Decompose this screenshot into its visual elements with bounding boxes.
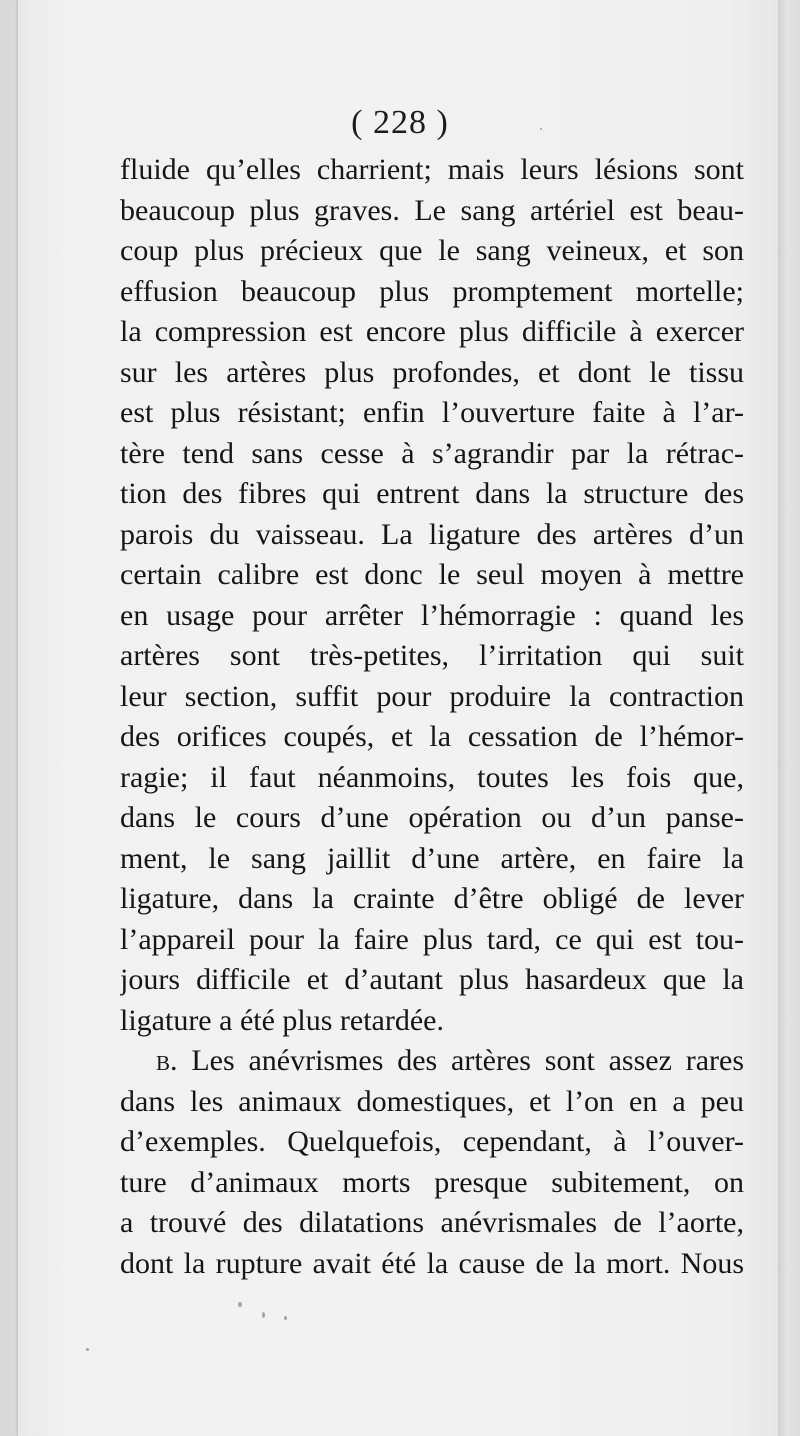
- text-line: coup plus précieux que le sang veineux, et son: [120, 234, 744, 267]
- text-line: tion des fibres qui entrent dans la structure des: [120, 477, 744, 510]
- text-line: tère tend sans cesse à s’agrandir par la rétrac-: [120, 436, 744, 470]
- paragraph-first-line: [120, 1041, 744, 1082]
- text-line: effusion beaucoup plus promptement mortelle;: [120, 274, 744, 308]
- facing-page-edge: [778, 0, 800, 1436]
- paragraph-end-line: ligature a été plus retardée.: [120, 1003, 444, 1037]
- text-line: fluide qu’elles charrient; mais leurs lésions sont: [120, 153, 744, 186]
- text-line: la compression est encore plus difficile à exercer: [120, 315, 744, 348]
- paragraph-marker: b.: [156, 1044, 178, 1077]
- ink-speck: [86, 1348, 89, 1351]
- text-line: en usage pour arrêter l’hémorragie : quand les: [120, 598, 744, 632]
- text-line: artères sont très-petites, l’irritation qui suit: [120, 639, 744, 672]
- text-line: ligature, dans la crainte d’être obligé de lever: [120, 882, 744, 915]
- body-text: [120, 150, 744, 1284]
- page-number: ( 228 ): [351, 104, 449, 141]
- text-line: jours difficile et d’autant plus hasardeux que la: [120, 963, 744, 996]
- text-line: a trouvé des dilatations anévrismales de l’aorte,: [120, 1206, 744, 1239]
- text-line: ragie; il faut néanmoins, toutes les fois que,: [120, 760, 744, 794]
- text-line: certain calibre est donc le seul moyen à mettre: [120, 558, 744, 591]
- ink-speck: [540, 128, 542, 130]
- ink-speck: [284, 1316, 287, 1320]
- text-line: dont la rupture avait été la cause de la mort. Nous: [120, 1246, 744, 1280]
- ink-speck: [262, 1312, 265, 1318]
- text-line: ment, le sang jaillit d’une artère, en faire la: [120, 841, 744, 875]
- text-line: l’appareil pour la faire plus tard, ce qui est tou-: [120, 922, 744, 956]
- text-line: dans les animaux domestiques, et l’on en a peu: [120, 1084, 744, 1118]
- text-line: ture d’animaux morts presque subitement, on: [120, 1165, 744, 1199]
- ink-speck: [238, 1302, 242, 1307]
- text-line: leur section, suffit pour produire la contraction: [120, 679, 744, 713]
- text-line: est plus résistant; enfin l’ouverture faite à l’ar-: [120, 396, 744, 429]
- paragraph-first-line-text: Les anévrismes des artères sont assez rares: [191, 1044, 744, 1077]
- text-line: dans le cours d’une opération ou d’un panse-: [120, 801, 744, 834]
- text-line: beaucoup plus graves. Le sang artériel est beau-: [120, 193, 744, 227]
- text-line: sur les artères plus profondes, et dont le tissu: [120, 355, 744, 389]
- text-line: parois du vaisseau. La ligature des artères d’un: [120, 517, 744, 551]
- text-line: des orifices coupés, et la cessation de l’hémor-: [120, 720, 744, 753]
- text-line: d’exemples. Quelquefois, cependant, à l’ouver-: [120, 1125, 744, 1158]
